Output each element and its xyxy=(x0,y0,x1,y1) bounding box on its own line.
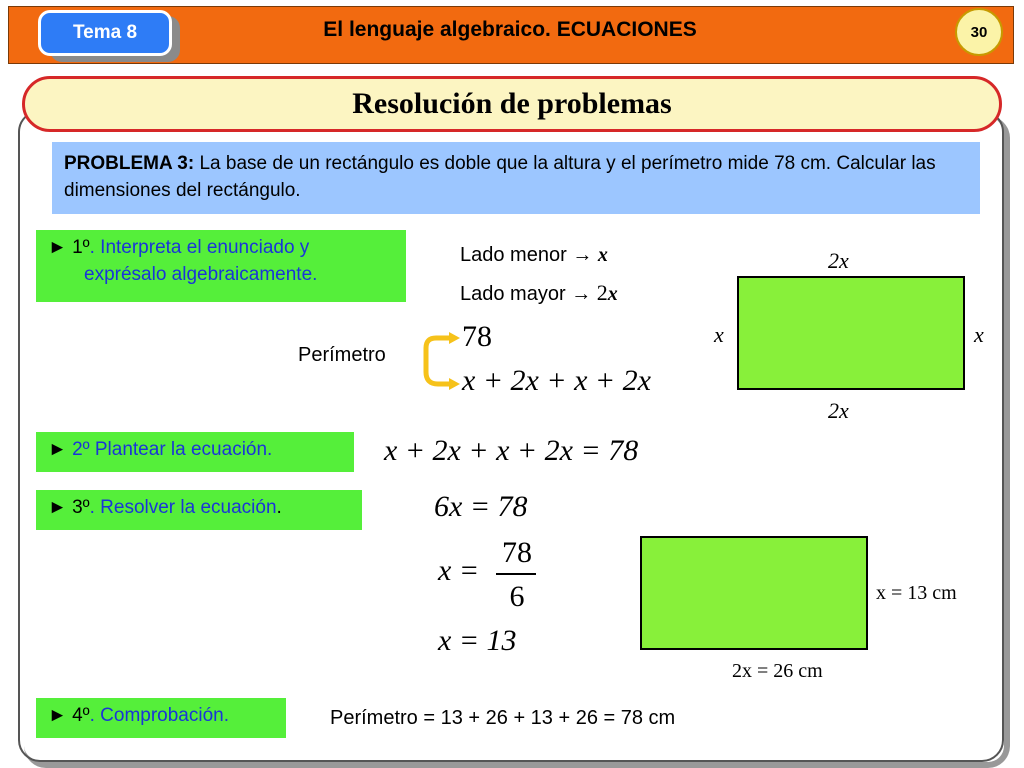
perimetro-expr: x + 2x + x + 2x xyxy=(462,364,651,397)
lado-mayor-coef: 2 xyxy=(596,280,608,305)
rect1-top-label: 2x xyxy=(828,248,849,273)
step-3-text: . Resolver la ecuación xyxy=(89,497,277,518)
section-title: Resolución de problemas xyxy=(352,87,672,120)
step-4-box xyxy=(36,698,286,738)
step-2-text: 2º Plantear la ecuación. xyxy=(66,439,273,460)
page-number: 30 xyxy=(970,23,988,41)
problem-label: PROBLEMA 3: xyxy=(64,153,195,174)
equation: x + 2x + x + 2x = 78 xyxy=(384,434,639,467)
arrow-icon: → xyxy=(572,244,593,266)
step-1-box xyxy=(36,230,406,302)
arrow-icon: → xyxy=(571,283,592,305)
perimetro-label: Perímetro xyxy=(298,344,386,366)
header-title: El lenguaje algebraico. ECUACIONES xyxy=(323,18,697,41)
check-line: Perímetro = 13 + 26 + 13 + 26 = 78 cm xyxy=(330,707,676,729)
fraction-lhs: x = xyxy=(438,554,480,587)
rect2-bottom-label: 2x = 26 cm xyxy=(732,660,823,682)
step-3-box xyxy=(36,490,362,530)
lado-mayor-label: Lado mayor xyxy=(460,283,566,305)
rect1-bottom-label: 2x xyxy=(828,398,849,423)
lado-mayor-var: x xyxy=(607,283,618,305)
tema-label: Tema 8 xyxy=(72,22,138,43)
step-4-arrow-icon: ► xyxy=(48,705,67,726)
fraction-denominator: 6 xyxy=(509,580,525,613)
tema-badge xyxy=(38,10,172,56)
step-3-number: 3º xyxy=(66,497,90,518)
page-number-badge xyxy=(955,8,1003,56)
solve-line-1: 6x = 78 xyxy=(434,490,528,523)
fraction-numerator: 78 xyxy=(502,536,532,569)
step-1-text-2: exprésalo algebraicamente. xyxy=(84,264,318,285)
step-2-arrow-icon: ► xyxy=(48,439,67,460)
rect2-side-label: x = 13 cm xyxy=(876,582,957,604)
step-1-text: . Interpreta el enunciado y xyxy=(89,237,310,258)
rectangle-diagram-2 xyxy=(640,536,868,650)
perimetro-value: 78 xyxy=(462,320,492,353)
step-1-arrow-icon: ► xyxy=(48,237,67,258)
problem-text: La base de un rectángulo es doble que la altura y el perímetro mide 78 cm. Calcular las dimensiones del rectángulo. xyxy=(64,153,936,201)
section-banner xyxy=(22,76,1002,132)
rectangle-diagram-1 xyxy=(737,276,965,390)
lado-menor-line xyxy=(460,244,608,267)
perimeter-bracket-icon xyxy=(416,330,466,392)
solve-result: x = 13 xyxy=(438,624,517,657)
step-4-number: 4º xyxy=(66,705,90,726)
problem-statement xyxy=(52,142,980,214)
fraction-bar xyxy=(496,573,536,575)
step-3-dot: . xyxy=(276,497,282,518)
step-1-number: 1º xyxy=(72,237,90,258)
step-3-arrow-icon: ► xyxy=(48,497,67,518)
lado-mayor-line xyxy=(460,280,618,306)
step-2-box xyxy=(36,432,354,472)
lado-menor-label: Lado menor xyxy=(460,244,567,266)
rect1-left-label: x xyxy=(714,322,724,347)
lado-menor-expr: x xyxy=(597,244,608,266)
rect1-right-label: x xyxy=(974,322,984,347)
step-4-text: . Comprobación. xyxy=(89,705,230,726)
